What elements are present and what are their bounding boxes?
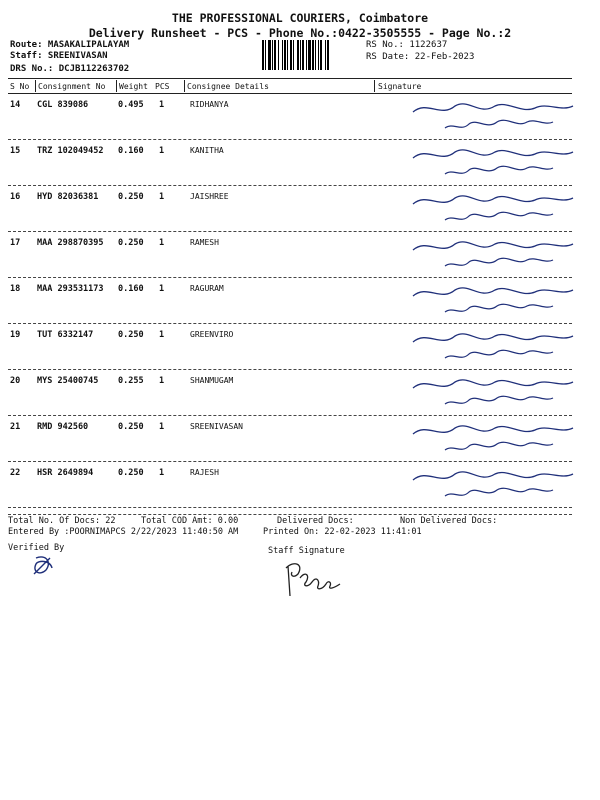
row-signature xyxy=(375,232,600,278)
col-divider xyxy=(184,80,185,92)
col-sno: S No xyxy=(10,82,30,91)
row-signature xyxy=(375,370,600,416)
row-consignee: SHANMUGAM xyxy=(190,376,234,385)
row-consignee: SREENIVASAN xyxy=(190,422,243,431)
row-weight: 0.160 xyxy=(118,284,144,294)
row-consignment: MAA 298870395 xyxy=(37,238,104,248)
row-pcs: 1 xyxy=(159,284,165,294)
rs-date: RS Date: 22-Feb-2023 xyxy=(366,52,475,62)
row-sno: 16 xyxy=(10,192,21,202)
row-signature xyxy=(375,462,600,508)
row-consignee: RAGURAM xyxy=(190,284,224,293)
row-consignment: HYD 82036381 xyxy=(37,192,99,202)
row-consignment: HSR 2649894 xyxy=(37,468,94,478)
row-sno: 14 xyxy=(10,100,21,110)
row-consignee: GREENVIRO xyxy=(190,330,234,339)
company-title: THE PROFESSIONAL COURIERS, Coimbatore xyxy=(171,11,429,25)
row-consignment: RMD 942560 xyxy=(37,422,89,432)
row-sno: 18 xyxy=(10,284,21,294)
row-sno: 19 xyxy=(10,330,21,340)
row-pcs: 1 xyxy=(159,468,165,478)
table-row xyxy=(0,140,600,186)
row-signature xyxy=(375,324,600,370)
row-weight: 0.250 xyxy=(118,192,144,202)
row-weight: 0.250 xyxy=(118,238,144,248)
row-pcs: 1 xyxy=(159,376,165,386)
runsheet-title: Delivery Runsheet - PCS - Phone No.:0422-3505555 - Page No.:2 xyxy=(88,26,512,40)
row-pcs: 1 xyxy=(159,100,165,110)
route-label: Route: MASAKALIPALAYAM xyxy=(10,40,130,50)
row-weight: 0.250 xyxy=(118,422,144,432)
row-consignment: TUT 6332147 xyxy=(37,330,94,340)
col-divider xyxy=(35,80,36,92)
rs-number: RS No.: 1122637 xyxy=(366,40,448,50)
row-signature xyxy=(375,186,600,232)
row-pcs: 1 xyxy=(159,330,165,340)
table-row xyxy=(0,416,600,462)
col-divider xyxy=(374,80,375,92)
row-signature xyxy=(375,94,600,140)
table-row xyxy=(0,232,600,278)
staff-label: Staff: SREENIVASAN xyxy=(10,51,108,61)
barcode xyxy=(262,40,354,70)
row-sno: 20 xyxy=(10,376,21,386)
staff-signature xyxy=(280,556,350,600)
row-sno: 21 xyxy=(10,422,21,432)
row-consignment: MYS 25400745 xyxy=(37,376,99,386)
row-pcs: 1 xyxy=(159,422,165,432)
table-row xyxy=(0,186,600,232)
verified-signature xyxy=(28,552,58,580)
row-consignee: JAISHREE xyxy=(190,192,229,201)
footer-rule xyxy=(8,514,572,515)
row-consignee: RIDHANYA xyxy=(190,100,229,109)
printed-on: Printed On: 22-02-2023 11:41:01 xyxy=(263,527,422,537)
row-pcs: 1 xyxy=(159,146,165,156)
row-consignee: KANITHA xyxy=(190,146,224,155)
row-consignment: TRZ 102049452 xyxy=(37,146,104,156)
row-consignment: CGL 839086 xyxy=(37,100,89,110)
verified-by-label: Verified By xyxy=(8,543,65,553)
table-top-rule xyxy=(8,78,572,79)
table-row xyxy=(0,370,600,416)
table-row xyxy=(0,94,600,140)
row-divider xyxy=(8,507,572,508)
row-weight: 0.255 xyxy=(118,376,144,386)
row-sno: 15 xyxy=(10,146,21,156)
row-signature xyxy=(375,416,600,462)
col-signature: Signature xyxy=(378,82,422,91)
row-pcs: 1 xyxy=(159,192,165,202)
row-signature xyxy=(375,140,600,186)
total-cod: Total COD Amt: 0.00 xyxy=(141,516,239,526)
row-consignment: MAA 293531173 xyxy=(37,284,104,294)
col-pcs: PCS xyxy=(155,82,170,91)
col-consignee: Consignee Details xyxy=(187,82,269,91)
col-consignment: Consignment No xyxy=(38,82,106,91)
drs-number: DRS No.: DCJB112263702 xyxy=(10,64,130,74)
row-weight: 0.160 xyxy=(118,146,144,156)
row-weight: 0.495 xyxy=(118,100,144,110)
col-weight: Weight xyxy=(119,82,148,91)
row-signature xyxy=(375,278,600,324)
delivered-docs: Delivered Docs: xyxy=(277,516,354,526)
staff-signature-label: Staff Signature xyxy=(268,546,345,556)
row-weight: 0.250 xyxy=(118,468,144,478)
row-consignee: RAJESH xyxy=(190,468,219,477)
entered-by: Entered By :POORNIMAPCS 2/22/2023 11:40:50 AM xyxy=(8,527,239,537)
table-row xyxy=(0,278,600,324)
col-divider xyxy=(116,80,117,92)
row-pcs: 1 xyxy=(159,238,165,248)
table-row xyxy=(0,462,600,508)
row-sno: 17 xyxy=(10,238,21,248)
table-row xyxy=(0,324,600,370)
row-consignee: RAMESH xyxy=(190,238,219,247)
total-docs: Total No. Of Docs: 22 xyxy=(8,516,116,526)
row-weight: 0.250 xyxy=(118,330,144,340)
row-sno: 22 xyxy=(10,468,21,478)
non-delivered-docs: Non Delivered Docs: xyxy=(400,516,498,526)
